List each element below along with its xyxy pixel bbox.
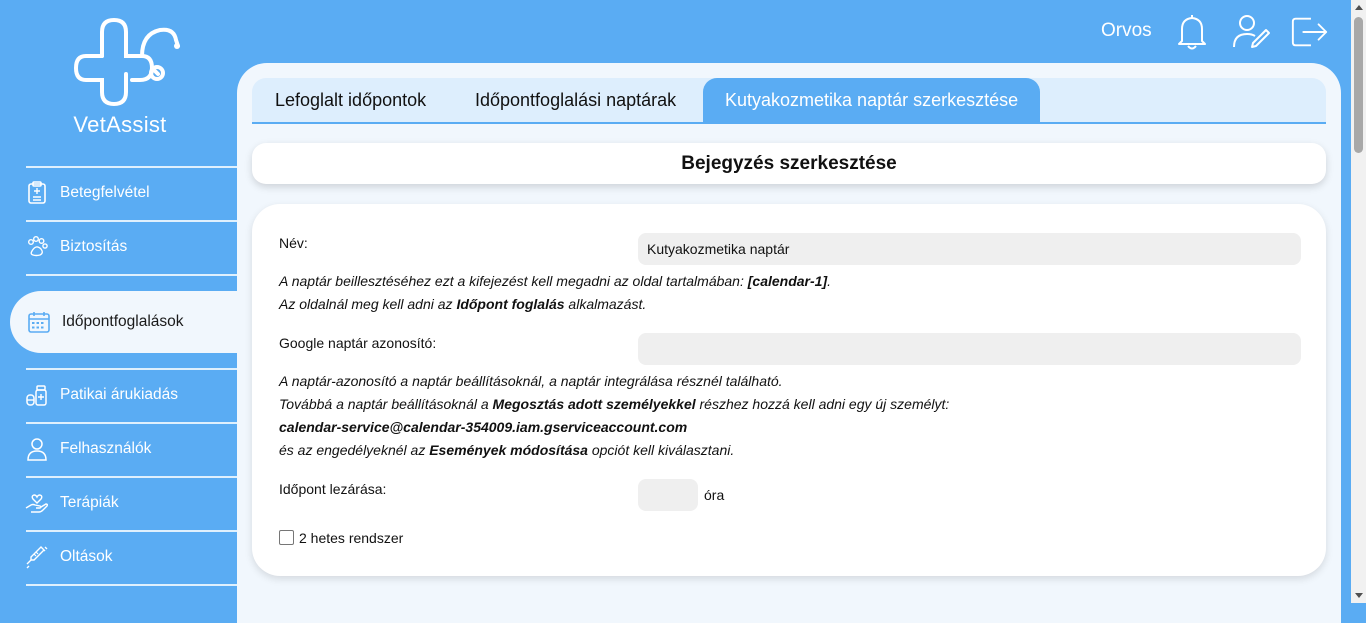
- sidebar-item-label: Biztosítás: [60, 238, 128, 255]
- sidebar-item-felhasznalok[interactable]: [0, 422, 237, 476]
- syringe-icon: [24, 544, 50, 570]
- edit-form-card: [252, 204, 1326, 576]
- sidebar-item-label: Időpontfoglalások: [62, 313, 184, 330]
- logout-icon[interactable]: [1290, 12, 1330, 52]
- hand-heart-icon: [24, 490, 50, 516]
- sidebar-item-label: Oltások: [60, 548, 113, 565]
- sidebar-item-label: Terápiák: [60, 494, 119, 511]
- brand-name: VetAssist: [73, 112, 167, 137]
- tab-lefoglalt-idopontok[interactable]: Lefoglalt időpontok: [275, 89, 427, 110]
- app-name: Időpont foglalás: [456, 296, 565, 312]
- sidebar-item-terapiak[interactable]: [0, 476, 237, 530]
- tab-bar: [252, 78, 1326, 124]
- clipboard-icon: [24, 180, 50, 206]
- tab-kutyakozmetika-szerkesztes[interactable]: Kutyakozmetika naptár szerkesztése: [703, 78, 1040, 122]
- two-week-label: 2 hetes rendszer: [299, 530, 404, 546]
- sidebar-item-biztositas[interactable]: [0, 220, 237, 274]
- user-role-label: Orvos: [1101, 20, 1152, 41]
- name-input[interactable]: [638, 233, 1301, 265]
- tab-idopontfoglalasi-naptarak[interactable]: Időpontfoglalási naptárak: [475, 89, 677, 110]
- nav-divider: [26, 584, 247, 586]
- sidebar: [0, 0, 237, 603]
- edit-profile-icon[interactable]: [1232, 12, 1272, 52]
- bell-icon[interactable]: [1172, 12, 1212, 52]
- main-panel: [237, 63, 1341, 623]
- closing-hours-input[interactable]: [638, 479, 698, 511]
- calendar-icon: [26, 309, 52, 335]
- sidebar-item-betegfelvetel[interactable]: [0, 166, 237, 220]
- closing-time-label: Időpont lezárása:: [279, 481, 387, 497]
- sidebar-item-idopontfoglalasok[interactable]: [10, 291, 237, 353]
- sidebar-item-patikai-arukiadas[interactable]: [0, 368, 237, 422]
- hours-unit: óra: [704, 487, 725, 503]
- sidebar-item-label: Felhasználók: [60, 440, 152, 457]
- sidebar-item-label: Betegfelvétel: [60, 184, 150, 201]
- paw-icon: [24, 234, 50, 260]
- embed-note: A naptár beillesztéséhez ezt a kifejezést kell megadni az oldal tartalmában: [calendar-1]. Az oldalnál meg kell adni az Időpont foglalás alkalmazást.: [279, 273, 831, 312]
- medicine-icon: [24, 382, 50, 408]
- scroll-up-arrow-icon[interactable]: [1355, 5, 1363, 10]
- google-calendar-label: Google naptár azonosító:: [279, 335, 437, 351]
- page-scrollbar[interactable]: [1351, 0, 1366, 603]
- scroll-down-arrow-icon[interactable]: [1355, 593, 1363, 598]
- google-calendar-note: A naptár-azonosító a naptár beállításoknál, a naptár integrálása résznél található. Továbbá a naptár beállításoknál a Megosztás adott személyekkel részhez hozzá kell adni egy új személyt: calendar-service@calendar-354009.iam.gserviceaccount.com és az engedélyeknél az Események módosítása opciót kell kiválasztani.: [279, 373, 950, 458]
- section-title: Bejegyzés szerkesztése: [252, 143, 1326, 184]
- google-calendar-input[interactable]: [638, 333, 1301, 365]
- sidebar-item-oltasok[interactable]: [0, 530, 237, 584]
- name-label: Név:: [279, 235, 308, 251]
- sidebar-item-label: Patikai árukiadás: [60, 386, 179, 403]
- scroll-thumb[interactable]: [1354, 17, 1363, 153]
- embed-code: [calendar-1]: [747, 273, 828, 289]
- nav-divider: [26, 274, 247, 276]
- service-account-email: calendar-service@calendar-354009.iam.gserviceaccount.com: [279, 419, 688, 435]
- user-icon: [24, 436, 50, 462]
- two-week-checkbox[interactable]: [279, 530, 294, 545]
